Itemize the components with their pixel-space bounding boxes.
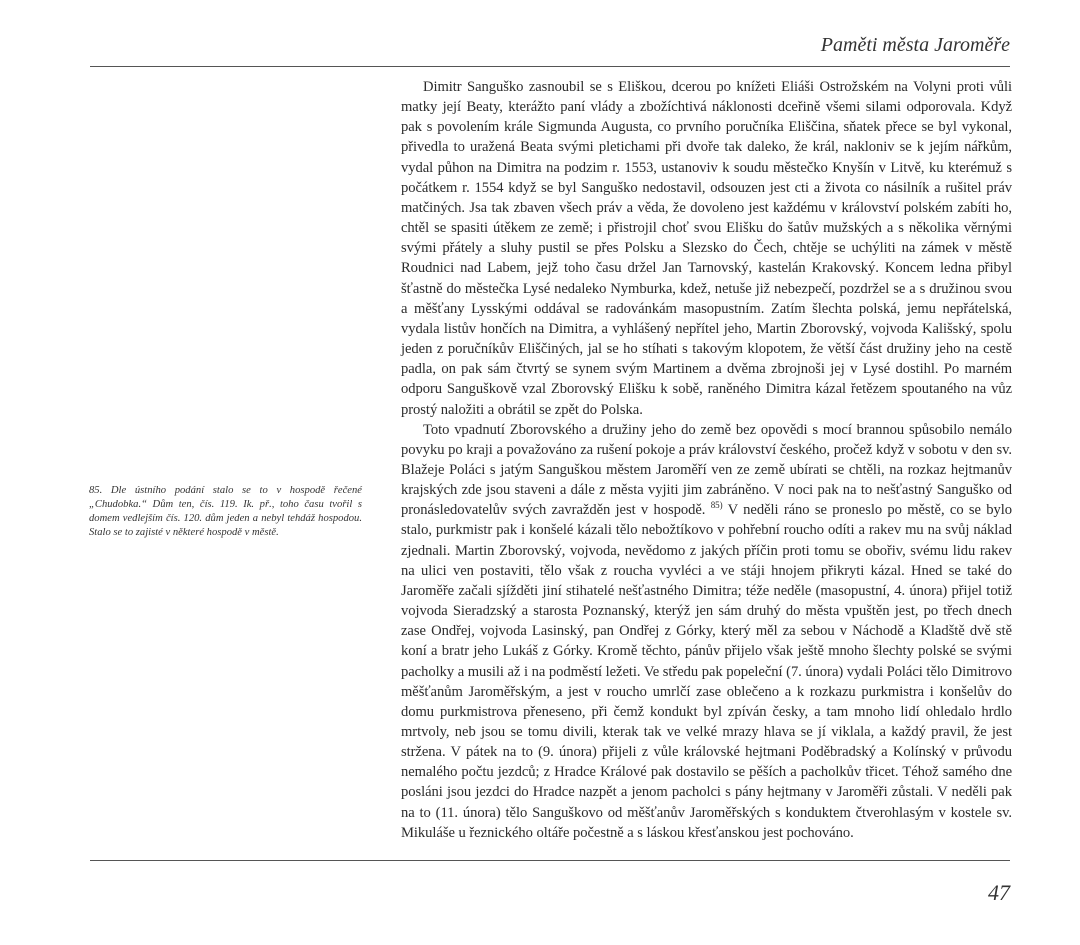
main-text	[401, 77, 1012, 843]
paragraph-2-part-2: V neděli ráno se proneslo po městě, co se bylo stalo, purkmistr pak i konšelé kázali tělo nebožtíkovo v pohřební roucho odíti a rakev mu na svůj náklad zjednali. Martin Zborovský, vojvoda, nevědomo z jakých příčin proti tomu se obořiv, svému lidu rakev na ulici ven postaviti, tělo však z roucha vyvléci a ve stáji hnojem přikryti kázal. Hned se také do Jaroměře začali sjížděti jiní stihatelé nešťastného Dimitra; téže neděle (masopustní, 4. února) přijel totiž vojvoda Sieradzský a starosta Poznanský, kterýž jen sám druhý do města vpuštěn jest, po třech dnech zase Ondřej, vojvoda Lasinský, pan Ondřej z Górky, který měl za sebou v Náchodě a Kladště dvě stě koní a bratr jeho Lukáš z Górky. Kromě těchto, pánův přijelo však ještě mnoho šlechty polské se svými pacholky a musili až i na podměstí ležeti. Ve středu pak popeleční (7. února) vydali Poláci tělo Dimitrovo měšťanům Jaroměřským, a jest v roucho umrlčí zase oblečeno a k rozkazu purkmistra i konšelův do domu purkmistrova přeneseno, při čemž kondukt byl zpíván česky, a tam mnoho lidí ohledalo hrdlo mrtvoly, neb jsou se tomu divili, kterak tak ve velké mrazy hlava se jí viklala, a každý pravil, že jest stržena. V pátek na to (9. února) přijeli z vůle královské hejtmani Poděbradský a Kolínský v průvodu nemalého počtu jezdců; z Hradce Králové pak dostavilo se pěších a pacholkův třicet. Téhož samého dne posláni jsou jezdci do Hradce nazpět a jenom pacholci s pány hejtmany v Jaroměři zůstali. V neděli pak na to (11. února) tělo Sanguškovo od měšťanův Jaroměřských s konduktem čtverohlasým v kostele sv. Mikuláše u řeznického oltáře počestně a s láskou křesťanskou jest pochováno.	[401, 502, 1012, 841]
margin-footnote: 85. Dle ústního podání stalo se to v hospodě řečené „Chudobka.“ Dům ten, čís. 119. Ik. př., toho času tvořil s domem vedlejším čís. 120. dům jeden a nebyl tehdáž hospodou. Stalo se to zajisté v některé hospodě v městě.	[89, 485, 362, 538]
running-head-title: Paměti města Jaroměře	[820, 34, 1010, 56]
page-number: 47	[988, 880, 1010, 905]
header-rule	[90, 66, 1010, 67]
footnote-reference: 85)	[710, 500, 723, 511]
paragraph-2	[401, 420, 1012, 843]
paragraph-1: Dimitr Sanguško zasnoubil se s Eliškou, dcerou po knížeti Eliáši Ostrožském na Volyni proti vůli matky její Beaty, kterážto paní vlády a zbožíchtivá náklonosti dceřině všemi silami odporovala. Když pak s povolením krále Sigmunda Augusta, co prvního poručníka Eliščina, sňatek přece se byl vykonal, přivedla to uražená Beata svými pletichami při dvoře tak daleko, že král, nakloniv se k jejím nářkům, vydal půhon na Dimitra na podzim r. 1553, ustanoviv k soudu městečko Knyšín v Litvě, ku kterémuž s počátkem r. 1554 když se byl Sanguško nedostavil, odsouzen jest cti a života co násilník a rušitel práv matčiných. Jsa tak zbaven všech práv a věda, že dovoleno jest každému v království polském zabíti ho, chtěl se spasiti útěkem ze země; i přistrojil choť svou Elišku do šatův mužských a s několika věrnými svými přátely a sluhy pustil se přes Polsku a Slezsko do Čech, chtěje se uchýliti na zámek v městě Roudnici nad Labem, jejž toho času držel Jan Tarnovský, kastelán Krakovský. Koncem ledna přibyl šťastně do městečka Lysé nedaleko Nymburka, kdež, netuše již nebezpečí, pozdržel se a s družinou svou a měšťany Lysskými oddával se radovánkám masopustním. Zatím šlechta polská, jemu nepřátelská, vydala listův hončích na Dimitra, a vyhlášený nepřítel jeho, Martin Zborovský, vojvoda Kališský, spolu jeden z poručníkův Eliščiných, jal se ho stíhati s takovým klopotem, že větší část družiny jeho na cestě padla, on pak sám čtvrtý se synem svým Martinem a dvěma zbrojnoši jej v Lysé dostihl. Po marném odporu Sanguškově vzal Zborovský Elišku k sobě, raněného Dimitra kázal řetězem spoutaného na vůz prostý naložiti a obrátil se zpět do Polska.	[401, 79, 1012, 418]
paragraph-2-part-1: Toto vpadnutí Zborovského a družiny jeho do země bez opovědi s mocí brannou spůsobilo nemálo povyku po kraji a považováno za rušení pokoje a práv království českého, pročež když v sobotu v den sv. Blažeje Poláci s jatým Sanguškou městem Jaroměří ven ze země ubírati se chtěli, na rozkaz hejtmanův krajských zde jsou staveni a dále z města vyjiti jim zabráněno. V noci pak na to nešťastný Sanguško od pronásledovatelův svých zavražděn jest v hospodě.	[401, 421, 1012, 519]
footer-rule	[90, 860, 1010, 861]
